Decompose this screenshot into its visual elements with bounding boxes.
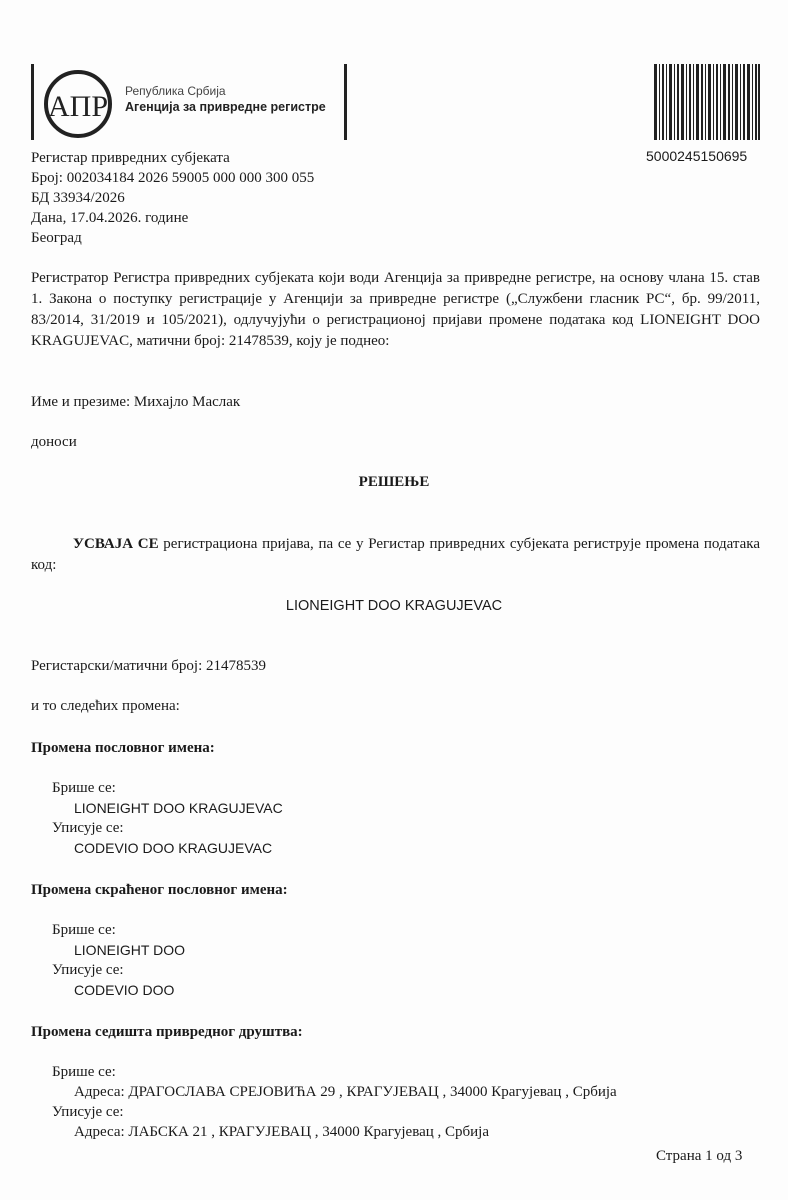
document-date: Дана, 17.04.2026. године [31,210,189,226]
company-name: LIONEIGHT DOO KRAGUJEVAC [285,598,503,614]
logo-letters: АПР [47,90,109,123]
document-city: Београд [31,230,82,246]
applicant: Име и презиме: Михајло Маслак [31,394,241,410]
section-heading-short-name: Промена скраћеног пословног имена: [31,882,288,898]
section-heading-business-name: Промена пословног имена: [31,740,215,756]
barcode-bars [654,64,760,140]
registration-number: Регистарски/матични број: 21478539 [31,658,266,674]
decision-title: РЕШЕЊЕ [358,474,430,490]
insert-value: CODEVIO DOO [74,982,175,998]
agency-country: Република Србија [125,84,226,98]
changes-intro: и то следећих промена: [31,698,180,714]
insert-label: Уписује се: [52,962,124,978]
logo-frame-right [344,64,347,140]
bd-number: БД 33934/2026 [31,190,125,206]
insert-label: Уписује се: [52,820,124,836]
insert-value: Адреса: ЛАБСКА 21 , КРАГУЈЕВАЦ , 34000 Крагујевац , Србија [74,1124,489,1140]
donosi: доноси [31,434,77,450]
registry-name: Регистар привредних субјеката [31,150,230,166]
intro-paragraph: Регистратор Регистра привредних субјеката који води Агенција за привредне регистре, на основу члана 15. став 1. Закона о поступку регистрације у Агенцији за привредне регистре („Службени гласник РС“, бр. 99/2011, 83/2014, 31/2019 и 105/2021), одлучујући о регистрационој пријави промене података код LIONEIGHT DOO KRAGUJEVAC, матични број: 21478539, коју је поднео: [31,270,760,349]
logo-frame-left [31,64,34,140]
delete-value: Адреса: ДРАГОСЛАВА СРЕЈОВИЋА 29 , КРАГУЈЕВАЦ , 34000 Крагујевац , Србија [74,1084,617,1100]
delete-label: Брише се: [52,1064,116,1080]
insert-label: Уписује се: [52,1104,124,1120]
decision-text: регистрациона пријава, па се у Регистар привредних субјеката региструје промена података код: [31,536,760,573]
decision-lead: УСВАЈА СЕ [73,536,159,552]
delete-label: Брише се: [52,922,116,938]
apr-seal-icon [42,68,114,140]
document-number: Број: 002034184 2026 59005 000 000 300 055 [31,170,315,186]
insert-value: CODEVIO DOO KRAGUJEVAC [74,840,273,856]
delete-value: LIONEIGHT DOO KRAGUJEVAC [74,800,283,816]
delete-label: Брише се: [52,780,116,796]
agency-name: Агенција за привредне регистре [125,100,326,114]
barcode [654,64,760,140]
page-number: Страна 1 од 3 [656,1148,743,1164]
section-heading-seat: Промена седишта привредног друштва: [31,1024,303,1040]
decision-paragraph [31,534,760,576]
barcode-number: 5000245150695 [646,148,748,164]
delete-value: LIONEIGHT DOO [74,942,185,958]
agency-logo [31,62,349,144]
